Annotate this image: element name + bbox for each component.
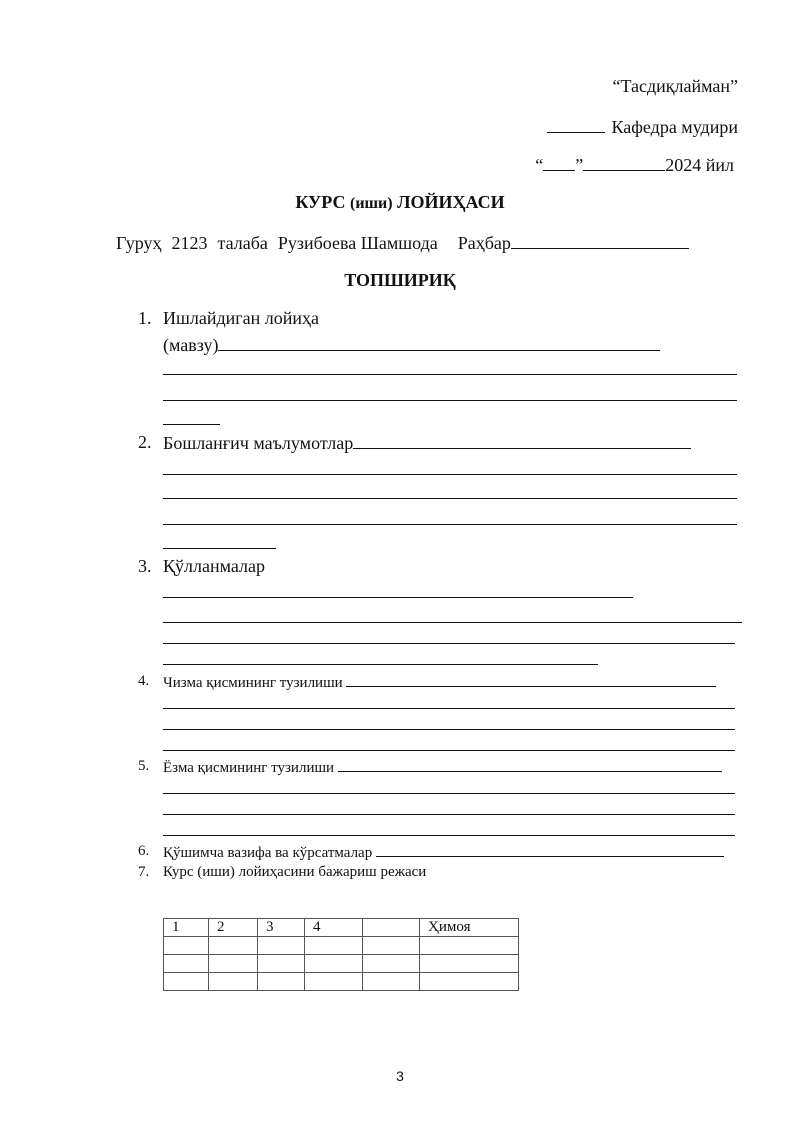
table-cell[interactable] <box>209 955 258 973</box>
table-cell[interactable] <box>258 973 305 991</box>
item-1-number: 1. <box>138 308 152 328</box>
schedule-table <box>163 918 519 991</box>
table-cell[interactable] <box>420 955 519 973</box>
month-blank[interactable] <box>583 154 665 171</box>
title-part-project: ЛОЙИҲАСИ <box>392 192 505 212</box>
table-cell[interactable] <box>305 955 363 973</box>
page-number: 3 <box>396 1068 404 1084</box>
table-cell[interactable] <box>164 955 209 973</box>
item-2-line <box>163 432 691 454</box>
task-title: ТОПШИРИҚ <box>344 270 456 290</box>
item-5-label: Ёзма қисмининг тузилиши <box>163 760 335 776</box>
item-1-answer-line[interactable] <box>163 424 220 425</box>
table-header-cell <box>363 919 420 937</box>
supervisor-blank[interactable] <box>511 232 689 249</box>
item-7-label: Курс (иши) лойиҳасини бажариш режаси <box>163 864 427 880</box>
item-2-answer-line[interactable] <box>163 474 737 475</box>
date-open-quote: “ <box>535 155 544 175</box>
item-4-number: 4. <box>138 673 150 689</box>
item-6-label: Қўшимча вазифа ва кўрсатмалар <box>163 845 373 861</box>
table-cell[interactable] <box>258 955 305 973</box>
date-close-quote: ” <box>575 155 584 175</box>
item-2-answer-line[interactable] <box>163 524 737 525</box>
item-4-answer-line[interactable] <box>163 750 735 751</box>
item-3-answer-line[interactable] <box>163 664 598 665</box>
document-title <box>0 192 800 213</box>
student-label: талаба <box>217 233 268 253</box>
table-cell[interactable] <box>305 937 363 955</box>
table-header-cell: 3 <box>258 919 305 937</box>
group-label: Гуруҳ <box>116 233 162 253</box>
item-6-blank[interactable] <box>376 843 724 857</box>
item-3-answer-line[interactable] <box>163 622 742 623</box>
item-2-label: Бошланғич маълумотлар <box>163 433 354 453</box>
table-cell[interactable] <box>164 973 209 991</box>
table-header-cell: 2 <box>209 919 258 937</box>
table-cell[interactable] <box>420 973 519 991</box>
item-3-answer-line[interactable] <box>163 597 633 598</box>
table-header-cell: 4 <box>305 919 363 937</box>
table-header-cell: 1 <box>164 919 209 937</box>
approval-stamp-text: “Тасдиқлайман” <box>612 76 738 96</box>
item-4-answer-line[interactable] <box>163 708 735 709</box>
supervisor-label: Раҳбар <box>457 233 511 253</box>
item-1-topic-blank[interactable] <box>218 334 660 351</box>
table-cell[interactable] <box>363 937 420 955</box>
table-cell[interactable] <box>363 973 420 991</box>
item-2-answer-line[interactable] <box>163 548 276 549</box>
item-4-blank[interactable] <box>346 673 716 687</box>
title-part-work: (иши) <box>349 195 393 212</box>
item-2-answer-line[interactable] <box>163 498 737 499</box>
table-cell[interactable] <box>209 937 258 955</box>
item-3-answer-line[interactable] <box>163 643 735 644</box>
item-4-line <box>163 673 716 692</box>
item-2-number: 2. <box>138 432 152 452</box>
table-cell[interactable] <box>420 937 519 955</box>
table-row <box>164 973 519 991</box>
item-4-answer-line[interactable] <box>163 729 735 730</box>
item-6-number: 6. <box>138 843 150 859</box>
item-3-number: 3. <box>138 556 152 576</box>
item-5-blank[interactable] <box>338 758 722 772</box>
item-1-answer-line[interactable] <box>163 374 737 375</box>
item-2-blank[interactable] <box>353 432 691 449</box>
item-1-topic-label: (мавзу) <box>163 335 219 355</box>
head-of-department-label: Кафедра мудири <box>611 117 738 137</box>
title-part-course: КУРС <box>295 192 350 212</box>
student-name: Рузибоева Шамшода <box>277 233 438 253</box>
approval-date-line <box>535 154 734 176</box>
item-5-line <box>163 758 722 777</box>
item-5-answer-line[interactable] <box>163 793 735 794</box>
item-3-label: Қўлланмалар <box>163 556 265 576</box>
item-1-topic-line <box>163 334 660 356</box>
item-7-number: 7. <box>138 864 150 880</box>
item-4-label: Чизма қисмининг тузилиши <box>163 675 343 691</box>
group-student-line <box>116 232 689 254</box>
day-blank[interactable] <box>543 154 575 171</box>
item-1-answer-line[interactable] <box>163 400 737 401</box>
table-header-row <box>164 919 519 937</box>
item-5-answer-line[interactable] <box>163 814 735 815</box>
year-label: 2024 йил <box>665 155 734 175</box>
item-5-answer-line[interactable] <box>163 835 735 836</box>
signature-blank[interactable] <box>547 116 605 133</box>
table-cell[interactable] <box>258 937 305 955</box>
table-cell[interactable] <box>305 973 363 991</box>
table-row <box>164 955 519 973</box>
table-cell[interactable] <box>209 973 258 991</box>
table-header-cell: Ҳимоя <box>420 919 519 937</box>
table-cell[interactable] <box>363 955 420 973</box>
item-6-line <box>163 843 724 862</box>
table-cell[interactable] <box>164 937 209 955</box>
table-row <box>164 937 519 955</box>
item-1-label: Ишлайдиган лойиҳа <box>163 308 319 328</box>
item-5-number: 5. <box>138 758 150 774</box>
head-of-department-line <box>547 116 738 138</box>
group-number: 2123 <box>171 233 208 253</box>
